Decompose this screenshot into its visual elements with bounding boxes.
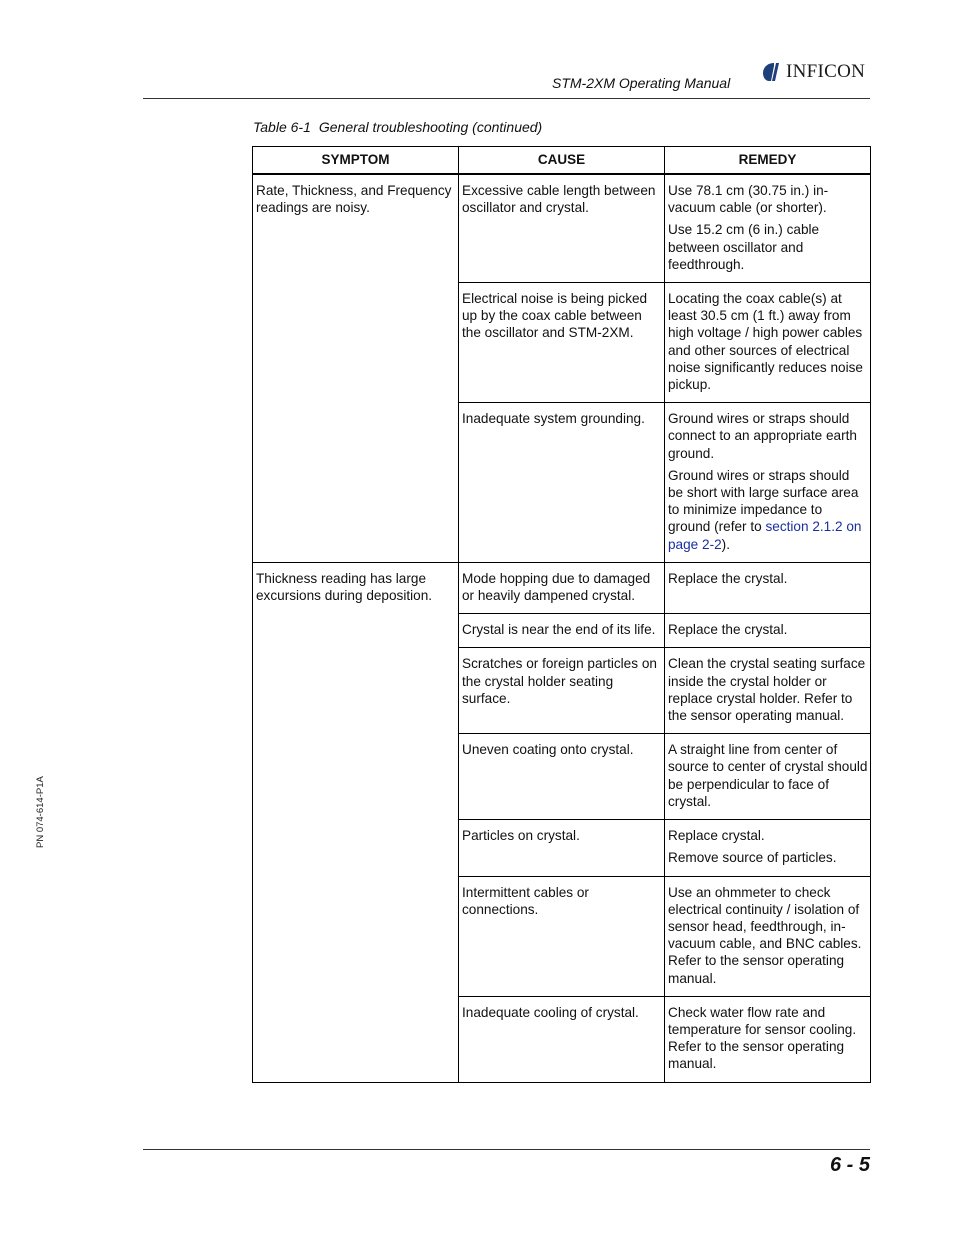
- section-link[interactable]: section 2.1.2 on page 2-2: [668, 519, 862, 552]
- table-header-row: [253, 147, 871, 175]
- cause-cell: Particles on crystal.: [459, 820, 665, 876]
- table-row: [253, 562, 871, 613]
- remedy-cell: Locating the coax cable(s) at least 30.5 cm (1 ft.) away from high voltage / high power cables and other sources of electrical noise significantly reduces noise pickup.: [665, 283, 871, 403]
- part-number-label: PN 074-614-P1A: [35, 776, 46, 848]
- remedy-cell: A straight line from center of source to center of crystal should be perpendicular to face of crystal.: [665, 734, 871, 820]
- cause-cell: Mode hopping due to damaged or heavily dampened crystal.: [459, 562, 665, 613]
- symptom-cell: Thickness reading has large excursions during deposition.: [253, 562, 459, 1082]
- remedy-cell: Use 78.1 cm (30.75 in.) in-vacuum cable (or shorter). Use 15.2 cm (6 in.) cable between oscillator and feedthrough.: [665, 174, 871, 283]
- remedy-cell: Ground wires or straps should connect to an appropriate earth ground. Ground wires or straps should be short with large surface area to minimize impedance to ground (refer to section 2.1.2 on page 2-2).: [665, 403, 871, 563]
- cause-cell: Electrical noise is being picked up by the coax cable between the oscillator and STM-2XM.: [459, 283, 665, 403]
- cause-cell: Crystal is near the end of its life.: [459, 614, 665, 648]
- cause-cell: Inadequate cooling of crystal.: [459, 996, 665, 1082]
- header-remedy: REMEDY: [665, 147, 871, 175]
- cause-cell: Inadequate system grounding.: [459, 403, 665, 563]
- page-number: 6 - 5: [829, 1154, 870, 1176]
- troubleshooting-table: [252, 146, 871, 1083]
- caption-title: General troubleshooting (continued): [318, 119, 543, 135]
- remedy-cell: Use an ohmmeter to check electrical continuity / isolation of sensor head, feedthrough, in-vacuum cable, and BNC cables. Refer to the sensor operating manual.: [665, 876, 871, 996]
- remedy-cell: Replace the crystal.: [665, 562, 871, 613]
- remedy-cell: Check water flow rate and temperature for sensor cooling. Refer to the sensor operating manual.: [665, 996, 871, 1082]
- cause-cell: Intermittent cables or connections.: [459, 876, 665, 996]
- inficon-mark-icon: [760, 60, 784, 84]
- logo-text: INFICON: [786, 61, 866, 82]
- header-symptom: SYMPTOM: [253, 147, 459, 175]
- header-cause: CAUSE: [459, 147, 665, 175]
- cause-cell: Excessive cable length between oscillator and crystal.: [459, 174, 665, 283]
- remedy-cell: Replace crystal. Remove source of particles.: [665, 820, 871, 876]
- manual-title: STM-2XM Operating Manual: [552, 75, 731, 91]
- table-caption: [253, 119, 542, 135]
- header-rule: [143, 98, 870, 99]
- symptom-cell: Rate, Thickness, and Frequency readings are noisy.: [253, 174, 459, 562]
- inficon-logo: [760, 58, 865, 86]
- footer-rule: [143, 1149, 870, 1150]
- table-row: [253, 174, 871, 283]
- cause-cell: Scratches or foreign particles on the crystal holder seating surface.: [459, 648, 665, 734]
- cause-cell: Uneven coating onto crystal.: [459, 734, 665, 820]
- remedy-cell: Clean the crystal seating surface inside the crystal holder or replace crystal holder. Refer to the sensor operating manual.: [665, 648, 871, 734]
- caption-number: Table 6-1: [253, 119, 311, 135]
- remedy-cell: Replace the crystal.: [665, 614, 871, 648]
